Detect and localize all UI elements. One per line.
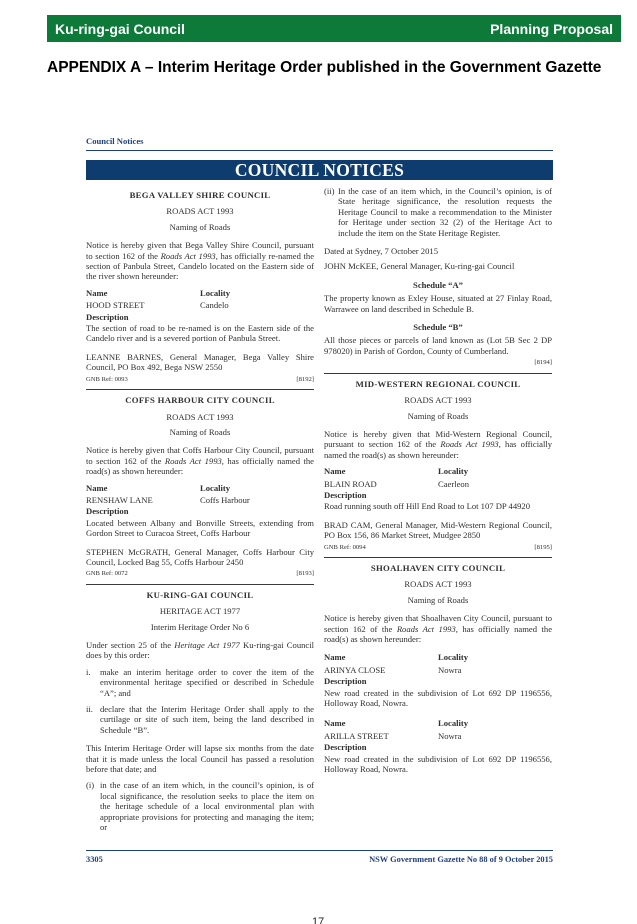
road-table-row: BLAIN ROAD Caerleon — [324, 478, 470, 489]
notice-subject: Naming of Roads — [169, 426, 231, 437]
document-header-bar — [47, 15, 621, 42]
section-divider — [86, 150, 553, 151]
road-table-row: HOOD STREET Candelo — [86, 300, 229, 311]
description-heading: Description — [324, 742, 367, 753]
notice-divider — [86, 584, 314, 585]
gazette-page-number: 3305 — [86, 855, 103, 864]
notice-act: HERITAGE ACT 1977 — [159, 606, 241, 617]
schedule-text: All those pieces or parcels of land known as (Lot 5B Sec 2 DP 978020) in Parish of Gordon, County of Cumberland. — [324, 335, 552, 356]
road-table-header: Name Locality — [324, 652, 469, 663]
road-table-row: ARILLA STREET Nowra — [324, 730, 462, 741]
notice-text: Notice is hereby given that Bega Valley Shire Council, pursuant to section 162 of the Roads Act 1993, has officially re-named the section of Panbula Street, Candelo located on the Eastern side of the river shown hereunder: — [86, 240, 315, 282]
header-council-name: Ku-ring-gai Council — [55, 20, 185, 37]
order-item: i. make an interim heritage order to cover the item of the environmental heritage specified or described in Schedule “A”; and — [86, 666, 314, 698]
schedule-heading: Schedule “B” — [413, 322, 463, 333]
notice-heading: COFFS HARBOUR CITY COUNCIL — [125, 395, 275, 406]
right-column — [324, 186, 552, 774]
notice-act: ROADS ACT 1993 — [404, 395, 472, 406]
schedule-text: The property known as Exley House, situated at 27 Finlay Road, Warrawee on land described in Schedule B. — [324, 293, 552, 314]
footer-divider — [86, 850, 553, 851]
lapse-text: This Interim Heritage Order will lapse six months from the date that it is made unless the local Council has passed a resolution before that date; and — [86, 743, 314, 775]
notice-divider — [324, 557, 552, 558]
notice-divider — [86, 389, 314, 390]
notice-heading: KU-RING-GAI COUNCIL — [146, 589, 254, 600]
schedule-heading: Schedule “A” — [413, 279, 463, 290]
description-text: The section of road to be re-named is on the Eastern side of the Candelo river and is a severed portion of Panbula Street. — [86, 323, 314, 344]
notice-heading: SHOALHAVEN CITY COUNCIL — [370, 562, 506, 573]
notice-heading: MID-WESTERN REGIONAL COUNCIL — [355, 378, 521, 389]
road-table-header: Name Locality — [86, 287, 231, 298]
reference-line: GNB Ref: 0072 [8193] — [86, 570, 314, 578]
road-table-row: RENSHAW LANE Coffs Harbour — [86, 494, 250, 505]
reference-line: [8194] — [534, 359, 552, 367]
dated-line: Dated at Sydney, 7 October 2015 — [324, 246, 438, 257]
notice-act: ROADS ACT 1993 — [166, 411, 234, 422]
signatory: JOHN McKEE, General Manager, Ku-ring-gai Council — [324, 261, 515, 272]
description-heading: Description — [86, 311, 129, 322]
notice-text: Notice is hereby given that Mid-Western Regional Council, pursuant to section 162 of the Roads Act 1993, has officially named the road(s) as shown hereunder: — [324, 428, 553, 460]
order-item: ii. declare that the Interim Heritage Order shall apply to the curtilage or site of such item, being the land described in Schedule “B”. — [86, 704, 314, 735]
gazette-page — [86, 136, 553, 876]
resolution-item: (ii) In the case of an item which, in the Council’s opinion, is of State heritage significance, the resolution requests the Heritage Council to make a recommendation to the Minister for Heritage under section 32 (2) of the Heritage Act to include the item on the State Heritage Register. — [324, 186, 552, 238]
description-heading: Description — [86, 506, 129, 517]
description-text: Located between Albany and Bonville Streets, extending from Gordon Street to Curacoa Street, Coffs Harbour — [86, 517, 314, 539]
notice-text: Under section 25 of the Heritage Act 1977 Ku-ring-gai Council does by this order: — [86, 640, 314, 661]
notice-act: ROADS ACT 1993 — [404, 579, 472, 590]
notice-subject: Interim Heritage Order No 6 — [150, 621, 250, 632]
notice-act: ROADS ACT 1993 — [166, 206, 234, 217]
council-notices-banner: COUNCIL NOTICES — [86, 160, 553, 180]
road-table-header: Name Locality — [86, 482, 231, 493]
description-heading: Description — [324, 676, 367, 687]
description-text: New road created in the subdivision of Lot 692 DP 1196556, Holloway Road, Nowra. — [324, 687, 552, 709]
reference-line: GNB Ref: 0093 [8192] — [86, 375, 314, 383]
notice-subject: Naming of Roads — [407, 410, 469, 421]
road-table-header: Name Locality — [324, 466, 469, 477]
left-column — [86, 186, 314, 833]
description-text: New road created in the subdivision of Lot 692 DP 1196556, Holloway Road, Nowra. — [324, 753, 552, 775]
description-heading: Description — [324, 489, 367, 500]
gazette-section-label: Council Notices — [86, 136, 144, 146]
signatory: LEANNE BARNES, General Manager, Bega Valley Shire Council, PO Box 492, Bega NSW 2550 — [86, 351, 314, 373]
document-page-number: 17 — [312, 916, 325, 924]
reference-line: GNB Ref: 0094 [8195] — [324, 543, 552, 551]
signatory: STEPHEN McGRATH, General Manager, Coffs Harbour City Council, Locked Bag 55, Coffs Harbour 2450 — [86, 546, 314, 567]
notice-divider — [324, 373, 552, 374]
road-table-header: Name Locality — [324, 718, 469, 729]
road-table-row: ARINYA CLOSE Nowra — [324, 664, 462, 675]
signatory: BRAD CAM, General Manager, Mid-Western Regional Council, PO Box 156, 86 Market Street, Mudgee 2850 — [324, 519, 552, 541]
description-text: Road running south off Hill End Road to Lot 107 DP 44920 — [324, 501, 531, 512]
notice-subject: Naming of Roads — [407, 594, 469, 605]
notice-text: Notice is hereby given that Shoalhaven City Council, pursuant to section 162 of the Roads Act 1993, has officially named the road(s) as shown hereunder: — [324, 613, 553, 644]
appendix-title: APPENDIX A – Interim Heritage Order published in the Government Gazette — [47, 59, 602, 76]
header-document-type: Planning Proposal — [490, 20, 613, 37]
notice-text: Notice is hereby given that Coffs Harbour City Council, pursuant to section 162 of the Roads Act 1993, has officially named the road(s) as shown hereunder: — [86, 445, 314, 477]
gazette-footer — [86, 855, 553, 864]
notice-subject: Naming of Roads — [169, 221, 231, 232]
resolution-item: (i) in the case of an item which, in the council’s opinion, is of local significance, the resolution seeks to place the item on the heritage schedule of a local environmental plan with appropriate provisions for protecting and managing the item; or — [86, 780, 314, 833]
notice-heading: BEGA VALLEY SHIRE COUNCIL — [129, 190, 271, 200]
gazette-issue: NSW Government Gazette No 88 of 9 October 2015 — [369, 855, 553, 864]
